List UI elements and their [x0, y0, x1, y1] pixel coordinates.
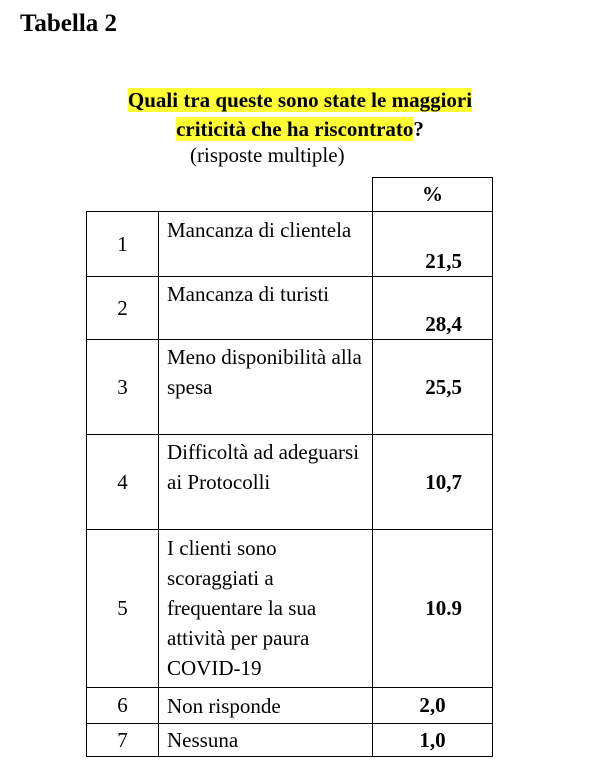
table-row [87, 688, 493, 724]
header-blank-cell [159, 178, 373, 212]
question-title [0, 86, 600, 144]
row-label: Nessuna [159, 724, 373, 757]
row-number: 4 [87, 435, 159, 530]
row-number: 3 [87, 340, 159, 435]
row-label: Mancanza di turisti [159, 277, 373, 340]
row-value: 1,0 [373, 724, 493, 757]
row-number: 2 [87, 277, 159, 340]
table-label: Tabella 2 [20, 10, 118, 37]
row-label: Non risponde [159, 688, 373, 724]
question-line-1: Quali tra queste sono state le maggiori [127, 88, 473, 112]
header-blank-cell [87, 178, 159, 212]
table-row [87, 340, 493, 435]
results-table [86, 177, 493, 757]
table-row [87, 277, 493, 340]
table-row [87, 724, 493, 757]
table-row [87, 435, 493, 530]
percent-column-header: % [373, 178, 493, 212]
question-line-2: criticità che ha riscontrato [176, 117, 414, 141]
question-mark: ? [413, 117, 424, 141]
row-number: 5 [87, 530, 159, 688]
multiple-answers-note: (risposte multiple) [190, 143, 345, 167]
row-label: Mancanza di clientela [159, 212, 373, 277]
row-number: 7 [87, 724, 159, 757]
row-value: 10.9 [373, 530, 493, 688]
row-number: 6 [87, 688, 159, 724]
row-value: 28,4 [373, 277, 493, 340]
row-value: 21,5 [373, 212, 493, 277]
row-value: 25,5 [373, 340, 493, 435]
row-label: Meno disponibilità alla spesa [159, 340, 373, 435]
row-label: I clienti sono scoraggiati a frequentare la sua attività per paura COVID-19 [159, 530, 373, 688]
row-number: 1 [87, 212, 159, 277]
row-value: 2,0 [373, 688, 493, 724]
table-header-row [87, 178, 493, 212]
table-row [87, 212, 493, 277]
row-label: Difficoltà ad adeguarsi ai Protocolli [159, 435, 373, 530]
row-value: 10,7 [373, 435, 493, 530]
table-row [87, 530, 493, 688]
